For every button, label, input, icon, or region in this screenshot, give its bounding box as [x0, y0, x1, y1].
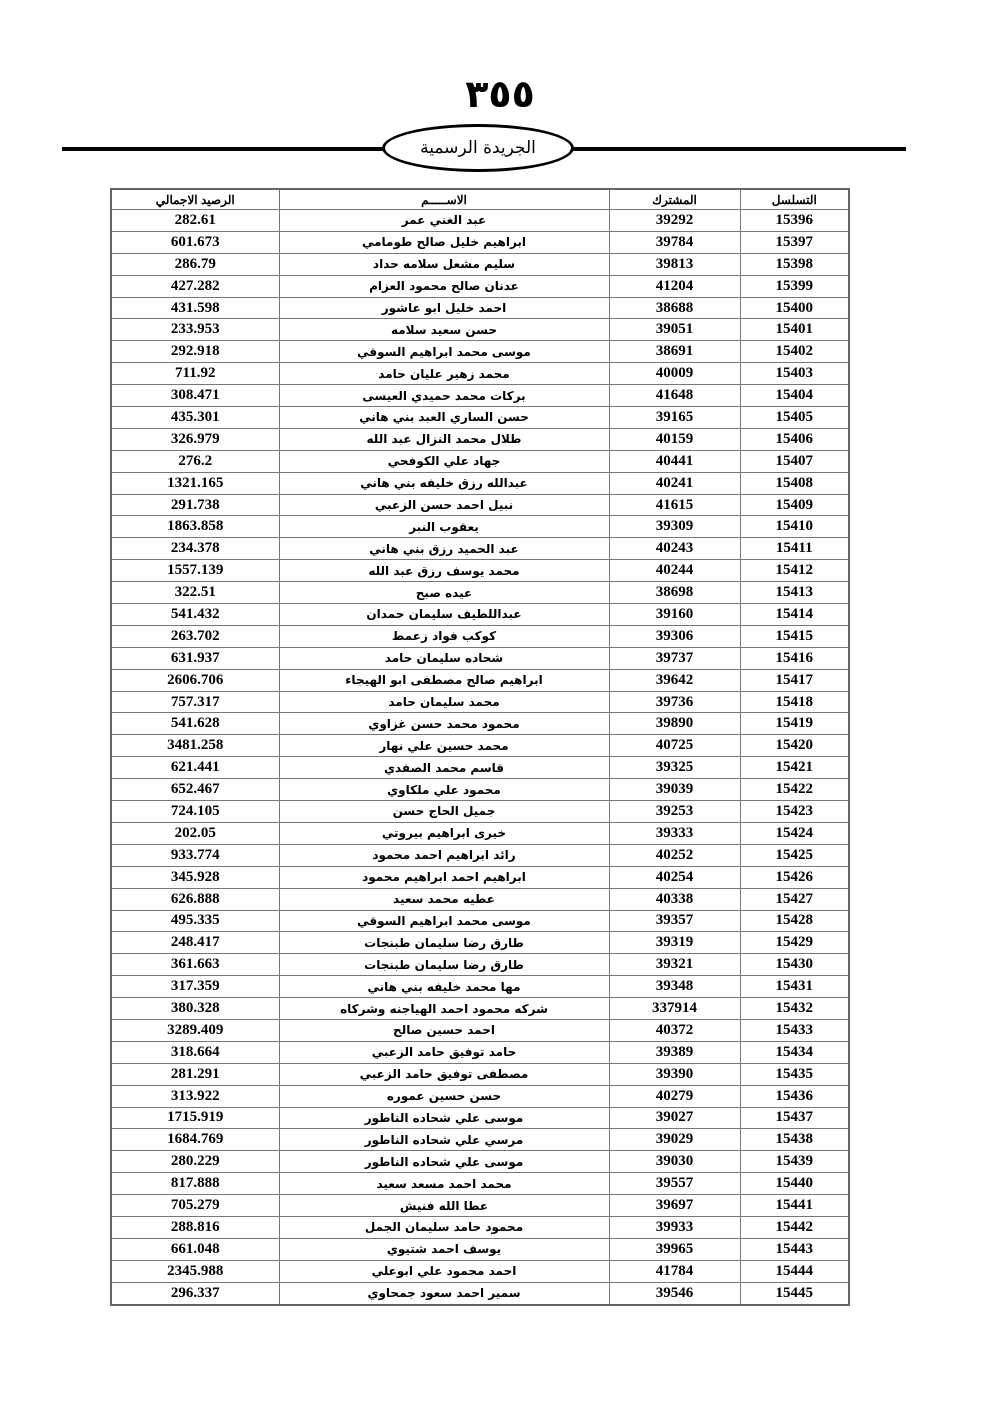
- cell-name: موسى علي شحاده الناطور: [279, 1151, 609, 1173]
- cell-name: جميل الحاج حسن: [279, 801, 609, 823]
- cell-subscriber: 39965: [609, 1238, 740, 1260]
- table-row: [111, 231, 849, 253]
- cell-balance: 233.953: [111, 319, 279, 341]
- cell-name: يعقوب النبر: [279, 516, 609, 538]
- cell-subscriber: 38698: [609, 582, 740, 604]
- cell-balance: 234.378: [111, 538, 279, 560]
- cell-balance: 248.417: [111, 932, 279, 954]
- cell-serial: 15414: [740, 604, 849, 626]
- cell-name: محمد زهير عليان حامد: [279, 363, 609, 385]
- cell-serial: 15410: [740, 516, 849, 538]
- cell-subscriber: 39027: [609, 1107, 740, 1129]
- cell-name: عبداللطيف سليمان حمدان: [279, 604, 609, 626]
- cell-serial: 15419: [740, 713, 849, 735]
- table-row: [111, 1063, 849, 1085]
- table-row: [111, 1282, 849, 1304]
- cell-serial: 15412: [740, 560, 849, 582]
- cell-name: طارق رضا سليمان طبنجات: [279, 932, 609, 954]
- cell-balance: 711.92: [111, 363, 279, 385]
- cell-subscriber: 39813: [609, 253, 740, 275]
- table-row: [111, 669, 849, 691]
- cell-balance: 281.291: [111, 1063, 279, 1085]
- cell-balance: 1715.919: [111, 1107, 279, 1129]
- cell-serial: 15406: [740, 428, 849, 450]
- cell-balance: 427.282: [111, 275, 279, 297]
- table-row: [111, 954, 849, 976]
- cell-balance: 495.335: [111, 910, 279, 932]
- cell-name: محمد حسين علي نهار: [279, 735, 609, 757]
- cell-balance: 2345.988: [111, 1260, 279, 1282]
- cell-balance: 621.441: [111, 757, 279, 779]
- cell-serial: 15404: [740, 385, 849, 407]
- table-row: [111, 1129, 849, 1151]
- cell-balance: 322.51: [111, 582, 279, 604]
- cell-subscriber: 39165: [609, 407, 740, 429]
- cell-subscriber: 40009: [609, 363, 740, 385]
- cell-balance: 276.2: [111, 450, 279, 472]
- cell-name: سمير احمد سعود جمحاوي: [279, 1282, 609, 1304]
- cell-subscriber: 40252: [609, 844, 740, 866]
- cell-balance: 631.937: [111, 647, 279, 669]
- cell-subscriber: 40441: [609, 450, 740, 472]
- cell-subscriber: 39039: [609, 779, 740, 801]
- cell-serial: 15426: [740, 866, 849, 888]
- cell-serial: 15397: [740, 231, 849, 253]
- cell-serial: 15424: [740, 822, 849, 844]
- cell-name: طارق رضا سليمان طبنجات: [279, 954, 609, 976]
- cell-name: ابراهيم احمد ابراهيم محمود: [279, 866, 609, 888]
- cell-subscriber: 39029: [609, 1129, 740, 1151]
- cell-subscriber: 39051: [609, 319, 740, 341]
- cell-balance: 817.888: [111, 1173, 279, 1195]
- header-rule-left: [62, 147, 388, 151]
- table-row: [111, 604, 849, 626]
- cell-balance: 308.471: [111, 385, 279, 407]
- table-row: [111, 210, 849, 232]
- table-row: [111, 253, 849, 275]
- cell-subscriber: 40241: [609, 472, 740, 494]
- cell-name: محمد سليمان حامد: [279, 691, 609, 713]
- cell-name: محمود حامد سليمان الجمل: [279, 1216, 609, 1238]
- cell-serial: 15438: [740, 1129, 849, 1151]
- cell-serial: 15422: [740, 779, 849, 801]
- cell-subscriber: 41648: [609, 385, 740, 407]
- cell-balance: 380.328: [111, 998, 279, 1020]
- cell-name: حسن الساري العبد بني هاني: [279, 407, 609, 429]
- table-row: [111, 582, 849, 604]
- cell-balance: 724.105: [111, 801, 279, 823]
- cell-name: يوسف احمد شتيوي: [279, 1238, 609, 1260]
- cell-subscriber: 39319: [609, 932, 740, 954]
- cell-serial: 15433: [740, 1019, 849, 1041]
- cell-serial: 15398: [740, 253, 849, 275]
- cell-name: مها محمد خليفه بني هاني: [279, 976, 609, 998]
- cell-balance: 626.888: [111, 888, 279, 910]
- table-row: [111, 757, 849, 779]
- table-row: [111, 1173, 849, 1195]
- cell-balance: 361.663: [111, 954, 279, 976]
- cell-subscriber: 39333: [609, 822, 740, 844]
- cell-serial: 15431: [740, 976, 849, 998]
- cell-balance: 1321.165: [111, 472, 279, 494]
- cell-balance: 3289.409: [111, 1019, 279, 1041]
- cell-name: ابراهيم خليل صالح طومامي: [279, 231, 609, 253]
- cell-serial: 15400: [740, 297, 849, 319]
- table-row: [111, 822, 849, 844]
- cell-name: رائد ابراهيم احمد محمود: [279, 844, 609, 866]
- table-row: [111, 363, 849, 385]
- cell-balance: 1863.858: [111, 516, 279, 538]
- table-row: [111, 866, 849, 888]
- cell-name: جهاد علي الكوفحي: [279, 450, 609, 472]
- cell-balance: 541.628: [111, 713, 279, 735]
- cell-subscriber: 40244: [609, 560, 740, 582]
- cell-name: نبيل احمد حسن الزعبي: [279, 494, 609, 516]
- cell-subscriber: 39292: [609, 210, 740, 232]
- cell-name: محمود محمد حسن غزاوي: [279, 713, 609, 735]
- table-row: [111, 472, 849, 494]
- cell-serial: 15443: [740, 1238, 849, 1260]
- cell-name: عبدالله رزق خليفه بني هاني: [279, 472, 609, 494]
- cell-name: مرسي علي شحاده الناطور: [279, 1129, 609, 1151]
- cell-balance: 326.979: [111, 428, 279, 450]
- table-row: [111, 801, 849, 823]
- table-row: [111, 450, 849, 472]
- cell-balance: 1557.139: [111, 560, 279, 582]
- cell-name: عبد الحميد رزق بني هاني: [279, 538, 609, 560]
- table-body: [111, 210, 849, 1305]
- table-header-row: [111, 189, 849, 210]
- cell-name: احمد حسين صالح: [279, 1019, 609, 1041]
- cell-serial: 15437: [740, 1107, 849, 1129]
- cell-subscriber: 40338: [609, 888, 740, 910]
- cell-balance: 313.922: [111, 1085, 279, 1107]
- cell-subscriber: 39030: [609, 1151, 740, 1173]
- cell-serial: 15402: [740, 341, 849, 363]
- cell-balance: 282.61: [111, 210, 279, 232]
- cell-subscriber: 337914: [609, 998, 740, 1020]
- cell-name: عبد الغني عمر: [279, 210, 609, 232]
- cell-balance: 757.317: [111, 691, 279, 713]
- cell-serial: 15396: [740, 210, 849, 232]
- table-row: [111, 297, 849, 319]
- header-subscriber: المشترك: [609, 189, 740, 210]
- cell-subscriber: 39784: [609, 231, 740, 253]
- table-row: [111, 713, 849, 735]
- cell-balance: 661.048: [111, 1238, 279, 1260]
- cell-serial: 15427: [740, 888, 849, 910]
- cell-name: طلال محمد النزال عبد الله: [279, 428, 609, 450]
- masthead-title: الجريدة الرسمية: [420, 138, 536, 158]
- table-row: [111, 1085, 849, 1107]
- cell-subscriber: 40372: [609, 1019, 740, 1041]
- cell-balance: 431.598: [111, 297, 279, 319]
- table-row: [111, 1216, 849, 1238]
- cell-balance: 318.664: [111, 1041, 279, 1063]
- cell-serial: 15444: [740, 1260, 849, 1282]
- cell-subscriber: 39546: [609, 1282, 740, 1304]
- cell-subscriber: 39737: [609, 647, 740, 669]
- cell-subscriber: 39325: [609, 757, 740, 779]
- cell-name: مصطفى توفيق حامد الزعبي: [279, 1063, 609, 1085]
- cell-serial: 15413: [740, 582, 849, 604]
- cell-name: ابراهيم صالح مصطفى ابو الهيجاء: [279, 669, 609, 691]
- cell-serial: 15425: [740, 844, 849, 866]
- table-row: [111, 1195, 849, 1217]
- cell-name: محمود علي ملكاوي: [279, 779, 609, 801]
- cell-serial: 15428: [740, 910, 849, 932]
- cell-serial: 15432: [740, 998, 849, 1020]
- cell-name: عطيه محمد سعيد: [279, 888, 609, 910]
- cell-subscriber: 38688: [609, 297, 740, 319]
- table-row: [111, 1238, 849, 1260]
- cell-name: عطا الله فنيش: [279, 1195, 609, 1217]
- cell-subscriber: 40159: [609, 428, 740, 450]
- cell-serial: 15417: [740, 669, 849, 691]
- cell-name: سليم مشعل سلامه حداد: [279, 253, 609, 275]
- masthead-oval: [382, 124, 574, 172]
- cell-serial: 15409: [740, 494, 849, 516]
- cell-serial: 15434: [740, 1041, 849, 1063]
- cell-subscriber: 39389: [609, 1041, 740, 1063]
- cell-name: خيرى ابراهيم بيروتي: [279, 822, 609, 844]
- cell-name: عيده صبح: [279, 582, 609, 604]
- cell-serial: 15423: [740, 801, 849, 823]
- cell-name: محمد يوسف رزق عبد الله: [279, 560, 609, 582]
- cell-balance: 345.928: [111, 866, 279, 888]
- cell-subscriber: 39309: [609, 516, 740, 538]
- cell-serial: 15411: [740, 538, 849, 560]
- cell-name: شحاده سليمان حامد: [279, 647, 609, 669]
- header-rule-right: [572, 147, 906, 151]
- cell-name: بركات محمد حميدي العيسى: [279, 385, 609, 407]
- cell-serial: 15403: [740, 363, 849, 385]
- cell-balance: 1684.769: [111, 1129, 279, 1151]
- cell-balance: 286.79: [111, 253, 279, 275]
- cell-name: احمد خليل ابو عاشور: [279, 297, 609, 319]
- table-row: [111, 428, 849, 450]
- cell-serial: 15408: [740, 472, 849, 494]
- cell-subscriber: 39390: [609, 1063, 740, 1085]
- cell-balance: 288.816: [111, 1216, 279, 1238]
- header-balance: الرصيد الاجمالي: [111, 189, 279, 210]
- cell-serial: 15435: [740, 1063, 849, 1085]
- cell-subscriber: 40243: [609, 538, 740, 560]
- cell-serial: 15445: [740, 1282, 849, 1304]
- cell-serial: 15439: [740, 1151, 849, 1173]
- cell-subscriber: 38691: [609, 341, 740, 363]
- cell-serial: 15418: [740, 691, 849, 713]
- table-row: [111, 888, 849, 910]
- cell-subscriber: 39933: [609, 1216, 740, 1238]
- cell-serial: 15421: [740, 757, 849, 779]
- cell-balance: 263.702: [111, 625, 279, 647]
- cell-name: كوكب فواد زعمط: [279, 625, 609, 647]
- cell-subscriber: 39160: [609, 604, 740, 626]
- table-row: [111, 1260, 849, 1282]
- cell-subscriber: 39890: [609, 713, 740, 735]
- table-row: [111, 385, 849, 407]
- cell-subscriber: 39697: [609, 1195, 740, 1217]
- table-row: [111, 560, 849, 582]
- cell-subscriber: 39306: [609, 625, 740, 647]
- table-row: [111, 691, 849, 713]
- cell-subscriber: 40279: [609, 1085, 740, 1107]
- cell-serial: 15420: [740, 735, 849, 757]
- cell-subscriber: 41615: [609, 494, 740, 516]
- cell-subscriber: 39642: [609, 669, 740, 691]
- cell-subscriber: 40254: [609, 866, 740, 888]
- cell-serial: 15407: [740, 450, 849, 472]
- header-serial: التسلسل: [740, 189, 849, 210]
- table-row: [111, 1151, 849, 1173]
- cell-name: شركه محمود احمد الهياجنه وشركاه: [279, 998, 609, 1020]
- cell-name: حسن حسين عموره: [279, 1085, 609, 1107]
- cell-name: موسى محمد ابراهيم السوقي: [279, 341, 609, 363]
- cell-subscriber: 39736: [609, 691, 740, 713]
- cell-subscriber: 41204: [609, 275, 740, 297]
- cell-balance: 705.279: [111, 1195, 279, 1217]
- cell-balance: 2606.706: [111, 669, 279, 691]
- table-row: [111, 341, 849, 363]
- cell-balance: 317.359: [111, 976, 279, 998]
- cell-balance: 652.467: [111, 779, 279, 801]
- table-row: [111, 998, 849, 1020]
- cell-balance: 280.229: [111, 1151, 279, 1173]
- table-row: [111, 1107, 849, 1129]
- cell-name: احمد محمود علي ابوعلي: [279, 1260, 609, 1282]
- table-row: [111, 647, 849, 669]
- cell-balance: 601.673: [111, 231, 279, 253]
- cell-subscriber: 39321: [609, 954, 740, 976]
- cell-serial: 15436: [740, 1085, 849, 1107]
- cell-subscriber: 41784: [609, 1260, 740, 1282]
- table-row: [111, 976, 849, 998]
- table-row: [111, 1019, 849, 1041]
- cell-subscriber: 39348: [609, 976, 740, 998]
- cell-serial: 15399: [740, 275, 849, 297]
- cell-serial: 15430: [740, 954, 849, 976]
- cell-name: عدنان صالح محمود العزام: [279, 275, 609, 297]
- header-name: الاســـــم: [279, 189, 609, 210]
- table-row: [111, 319, 849, 341]
- cell-serial: 15441: [740, 1195, 849, 1217]
- cell-balance: 541.432: [111, 604, 279, 626]
- table-row: [111, 625, 849, 647]
- cell-balance: 435.301: [111, 407, 279, 429]
- cell-balance: 292.918: [111, 341, 279, 363]
- cell-name: محمد احمد مسعد سعيد: [279, 1173, 609, 1195]
- table-row: [111, 538, 849, 560]
- cell-name: حسن سعيد سلامه: [279, 319, 609, 341]
- table-row: [111, 735, 849, 757]
- cell-serial: 15405: [740, 407, 849, 429]
- table-row: [111, 1041, 849, 1063]
- table-row: [111, 516, 849, 538]
- cell-balance: 3481.258: [111, 735, 279, 757]
- cell-serial: 15440: [740, 1173, 849, 1195]
- cell-serial: 15429: [740, 932, 849, 954]
- cell-serial: 15401: [740, 319, 849, 341]
- cell-balance: 296.337: [111, 1282, 279, 1304]
- cell-name: موسى محمد ابراهيم السوقي: [279, 910, 609, 932]
- cell-serial: 15442: [740, 1216, 849, 1238]
- table-row: [111, 932, 849, 954]
- subscriber-balance-table: [110, 188, 850, 1306]
- table-row: [111, 910, 849, 932]
- table-row: [111, 407, 849, 429]
- cell-subscriber: 39557: [609, 1173, 740, 1195]
- page-number: ٣٥٥: [465, 72, 535, 116]
- cell-name: حامد توفيق حامد الزعبي: [279, 1041, 609, 1063]
- cell-name: قاسم محمد الصفدي: [279, 757, 609, 779]
- cell-subscriber: 39253: [609, 801, 740, 823]
- table-row: [111, 779, 849, 801]
- cell-balance: 291.738: [111, 494, 279, 516]
- cell-serial: 15416: [740, 647, 849, 669]
- cell-balance: 933.774: [111, 844, 279, 866]
- table-row: [111, 844, 849, 866]
- cell-subscriber: 39357: [609, 910, 740, 932]
- cell-balance: 202.05: [111, 822, 279, 844]
- cell-serial: 15415: [740, 625, 849, 647]
- cell-subscriber: 40725: [609, 735, 740, 757]
- cell-name: موسى علي شحاده الناطور: [279, 1107, 609, 1129]
- table-row: [111, 494, 849, 516]
- table-row: [111, 275, 849, 297]
